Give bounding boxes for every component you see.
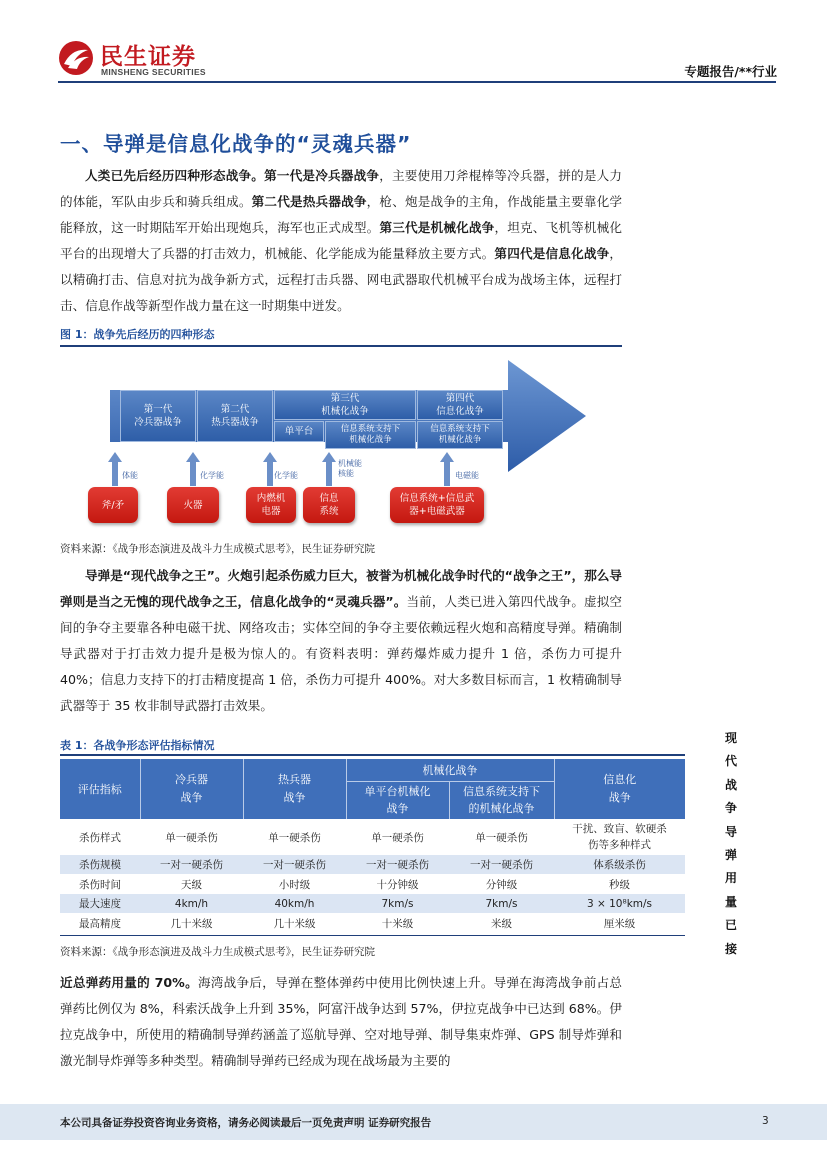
weapon-box-info-em-weapons: 信息系统+信息武 器+电磁武器 [390, 487, 484, 523]
cell-metric: 杀伤样式 [79, 831, 121, 844]
cell-info: 3 × 10⁸km/s [554, 894, 685, 913]
missile-bold: 导弹是“现代战争之王”。火炮引起杀伤威力巨大，被誉为机械化战争时代的“战争之王”，那么导弹则是当之无愧的现代战争之王，信息化战争的“灵魂兵器”。 [60, 568, 622, 609]
intro-bold-2: 第二代是热兵器战争 [251, 194, 367, 209]
intro-bold-4: 第四代是信息化战争 [494, 246, 610, 261]
cell-mech1: 一对一硬杀伤 [346, 855, 449, 874]
energy-label-2: 化学能 [200, 471, 224, 480]
header-mech-single: 单平台机械化 战争 [346, 781, 449, 819]
cell-cold: 4km/h [140, 894, 243, 913]
table-caption: 表 1：各战争形态评估指标情况 [60, 739, 215, 752]
cell-mech1: 7km/s [346, 894, 449, 913]
table-row [60, 855, 685, 874]
cell-cold: 天级 [181, 878, 202, 891]
cell-info: 秒级 [609, 878, 630, 891]
cell-hot: 40km/h [243, 894, 346, 913]
figure-source: 资料来源：《战争形态演进及战斗力生成模式思考》，民生证券研究院 [60, 543, 375, 555]
cell-info: 体系级杀伤 [554, 855, 685, 874]
header-hot-weapon: 热兵器 战争 [243, 759, 346, 819]
header-divider [58, 81, 776, 83]
header-mech-info: 信息系统支持下 的机械化战争 [449, 781, 554, 819]
cell-mech1: 十分钟级 [376, 878, 419, 891]
header-mechanized: 机械化战争 [346, 759, 554, 781]
gen2-box: 第二代 热兵器战争 [197, 390, 273, 442]
intro-text-2: ，枪、炮是战争的主角，作战能量主要靠化学能释放，这一时期陆军开始出现炮兵，海军也正式成型。 [60, 194, 623, 235]
cell-metric: 最高精度 [79, 918, 121, 931]
cell-metric: 最大速度 [60, 894, 140, 913]
intro-text-1: ，主要使用刀斧棍棒等冷兵器，拼的是人力的体能，军队由步兵和骑兵组成。 [60, 168, 623, 209]
energy-label-4: 机械能 核能 [338, 459, 362, 478]
intro-text-3: ，坦克、飞机等机械化平台的出现增大了兵器的打击效力，机械能、化学能成为能量释放主要方式。 [60, 220, 623, 261]
report-type: 专题报告/**行业 [684, 64, 777, 79]
header-cold-weapon: 冷兵器 战争 [140, 759, 243, 819]
gen3-box: 第三代 机械化战争 [274, 390, 416, 420]
table-row [60, 819, 685, 855]
weapon-box-firearms: 火器 [167, 487, 219, 523]
intro-bold-3: 第三代是机械化战争 [379, 220, 495, 235]
cell-mech1: 十米级 [381, 918, 414, 931]
side-vertical-text: 现 代 战 争 导 弹 用 量 已 接 [724, 731, 737, 956]
section-title: 一、导弹是信息化战争的“灵魂兵器” [60, 132, 412, 156]
cell-mech2: 单一硬杀伤 [475, 831, 528, 844]
figure-caption-rule [60, 345, 622, 347]
cell-cold: 一对一硬杀伤 [140, 855, 243, 874]
header-informatized: 信息化 战争 [554, 759, 685, 819]
cell-hot: 几十米级 [273, 918, 316, 931]
table-source: 资料来源：《战争形态演进及战斗力生成模式思考》，民生证券研究院 [60, 946, 375, 958]
page-number: 3 [762, 1115, 769, 1127]
cell-mech1: 单一硬杀伤 [371, 831, 424, 844]
intro-bold-1: 人类已先后经历四种形态战争。第一代是冷兵器战争 [85, 168, 380, 183]
table-caption-rule [60, 754, 685, 756]
cell-metric: 杀伤时间 [79, 878, 121, 891]
energy-label-5: 电磁能 [455, 471, 479, 480]
energy-label-3: 化学能 [274, 471, 298, 480]
cell-mech2: 分钟级 [485, 878, 518, 891]
minsheng-logo-icon [58, 40, 94, 76]
missile-share-bold: 近总弹药用量的 70%。 [60, 975, 198, 990]
gen3-single-platform-box: 单平台 [274, 421, 324, 442]
intro-text-4: ，以精确打击、信息对抗为战争新方式，远程打击兵器、网电武器取代机械平台成为战场主体，远程打击、信息作战等新型作战力量在这一时期集中迸发。 [60, 246, 623, 313]
footer-disclaimer: 本公司具备证券投资咨询业务资格，请务必阅读最后一页免责声明 证券研究报告 [60, 1117, 432, 1129]
table-row [60, 913, 685, 935]
war-form-metrics-table [60, 759, 685, 936]
cell-metric: 杀伤规模 [60, 855, 140, 874]
cell-hot: 小时级 [278, 878, 311, 891]
missile-text: 当前，人类已进入第四代战争。虚拟空间的争夺主要靠各种电磁干扰、网络攻击；实体空间的争夺主要依赖远程火炮和高精度导弹。精确制导武器对于打击效力提升是极为惊人的。有资料表明：弹药爆炸威力提升 1 倍，杀伤力可提升 40%；信息力支持下的打击精度提高 1 倍，杀伤力可提升 400%。对大多数目标而言，1 枚精确制导武器等于 35 枚非制导武器打击效果。 [60, 594, 623, 713]
table-row [60, 874, 685, 894]
gen3-info-support-box: 信息系统支持下 机械化战争 [325, 421, 416, 449]
brand-name-cn: 民生证券 [100, 44, 196, 70]
weapon-box-info-system: 信息 系统 [303, 487, 355, 523]
gen4-box: 第四代 信息化战争 [417, 390, 503, 420]
cell-cold: 单一硬杀伤 [165, 831, 218, 844]
energy-label-1: 体能 [122, 471, 138, 480]
intro-paragraph [60, 163, 622, 319]
weapon-box-engine-electric: 内燃机 电器 [246, 487, 296, 523]
war-evolution-diagram [60, 350, 622, 535]
missile-share-paragraph [60, 970, 622, 1074]
cell-cold: 几十米级 [170, 918, 213, 931]
cell-mech2: 米级 [491, 918, 512, 931]
cell-mech2: 一对一硬杀伤 [449, 855, 554, 874]
missile-paragraph [60, 563, 622, 719]
cell-mech2: 7km/s [449, 894, 554, 913]
missile-share-text: 海湾战争后，导弹在整体弹药中使用比例快速上升。导弹在海湾战争前占总弹药比例仅为 8%，科索沃战争上升到 35%，阿富汗战争达到 57%，伊拉克战争中已达到 68%。伊拉克战争中，所使用的精确制导弹药涵盖了巡航导弹、空对地导弹、制导集束炸弹、GPS 制导炸弹和激光制导炸弹等多种类型。精确制导弹药已经成为现在战场最为主要的 [60, 975, 623, 1068]
header-metric: 评估指标 [60, 759, 140, 819]
cell-info: 厘米级 [603, 918, 636, 931]
cell-hot: 一对一硬杀伤 [243, 855, 346, 874]
figure-caption: 图 1：战争先后经历的四种形态 [60, 328, 215, 341]
cell-hot: 单一硬杀伤 [268, 831, 321, 844]
gen1-box: 第一代 冷兵器战争 [120, 390, 196, 442]
brand-name-en: MINSHENG SECURITIES [101, 67, 206, 77]
gen4-info-support-box: 信息系统支持下 机械化战争 [417, 421, 503, 449]
cell-info: 干扰、致盲、软硬杀 伤等多种样式 [572, 823, 667, 851]
weapon-box-axe-spear: 斧/矛 [88, 487, 138, 523]
table-row [60, 894, 685, 913]
